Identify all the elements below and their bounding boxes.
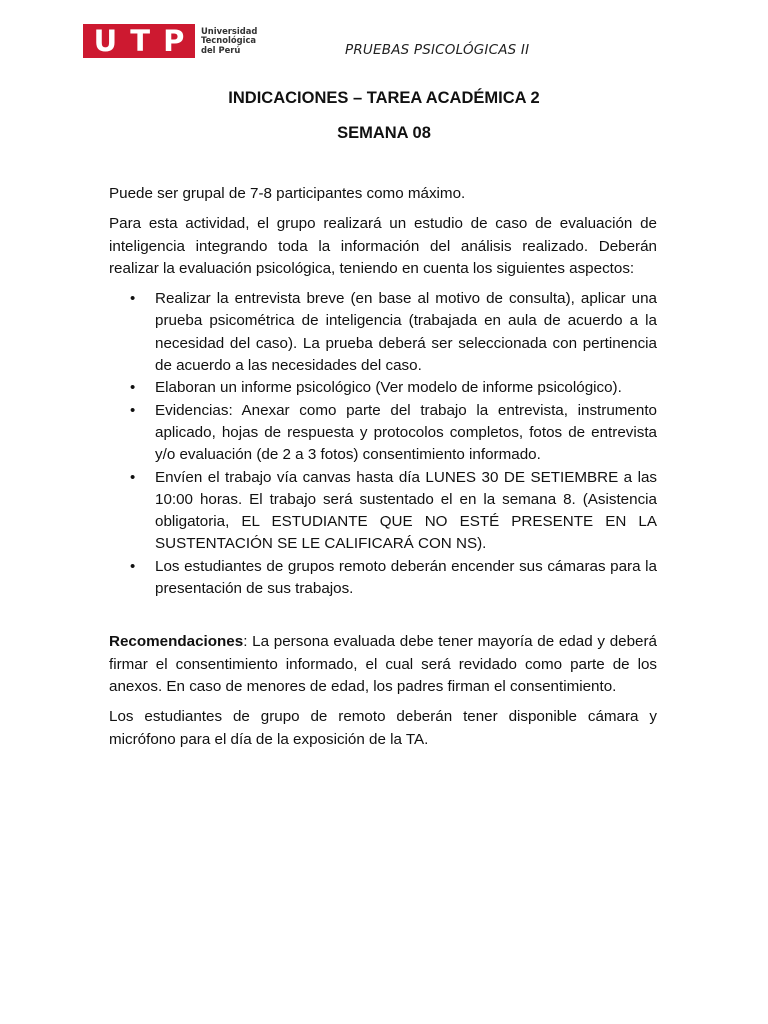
recommendations-paragraph <box>109 631 657 698</box>
list-item-text: Evidencias: Anexar como parte del trabajo la entrevista, instrumento aplicado, hojas de respuesta y protocolos completos, fotos de entrevista y/o evaluación (de 2 a 3 fotos) consentimiento informado. <box>155 401 657 464</box>
logo-line-3: del Perú <box>201 44 241 55</box>
recommendations-label: Recomendaciones <box>109 633 244 651</box>
bullet-icon: • <box>130 401 136 419</box>
closing-paragraph: Los estudiantes de grupo de remoto deberán tener disponible cámara y micrófono para el día de la exposición de la TA. <box>109 708 657 748</box>
course-title: PRUEBAS PSICOLÓGICAS II <box>345 42 530 58</box>
bullet-icon: • <box>130 557 136 575</box>
document-subtitle: SEMANA 08 <box>337 124 431 142</box>
list-item <box>109 556 657 601</box>
logo-letter-u: U <box>93 24 118 58</box>
section-spacer <box>109 600 657 631</box>
list-item-text: Los estudiantes de grupos remoto deberán encender sus cámaras para la presentación de sus trabajos. <box>155 557 657 598</box>
intro-paragraph: Puede ser grupal de 7-8 participantes como máximo. <box>109 185 466 202</box>
list-item-text: Elaboran un informe psicológico (Ver modelo de informe psicológico). <box>155 379 622 397</box>
utp-logo-mark <box>83 24 195 58</box>
list-item <box>109 400 657 467</box>
recommendations-text: : La persona evaluada debe tener mayoría de edad y deberá firmar el consentimiento informado, el cual será revidado como parte de los anexos. En caso de menores de edad, los padres firman el consentimiento. <box>109 633 657 695</box>
bullet-icon: • <box>130 468 136 486</box>
requirements-list <box>109 288 657 600</box>
logo-letter-p: P <box>163 24 185 58</box>
bullet-icon: • <box>130 379 136 397</box>
list-item <box>109 467 657 556</box>
utp-logo <box>83 24 257 58</box>
list-item <box>109 377 657 399</box>
logo-letter-t: T <box>130 24 151 58</box>
utp-logo-text <box>201 27 257 56</box>
activity-paragraph: Para esta actividad, el grupo realizará un estudio de caso de evaluación de inteligencia integrando toda la información del análisis realizado. Deberán realizar la evaluación psicológica, teniendo en cuenta los siguientes aspectos: <box>109 215 657 277</box>
bullet-icon: • <box>130 290 136 308</box>
logo-line-2: Tecnológica <box>201 35 257 46</box>
document-body <box>109 183 657 759</box>
document-title: INDICACIONES – TAREA ACADÉMICA 2 <box>228 89 540 107</box>
logo-line-1: Universidad <box>201 25 258 36</box>
list-item <box>109 288 657 377</box>
list-item-text: Envíen el trabajo vía canvas hasta día LUNES 30 DE SETIEMBRE a las 10:00 horas. El trabajo será sustentado el en la semana 8. (Asistencia obligatoria, EL ESTUDIANTE QUE NO ESTÉ PRESENTE EN LA SUSTENTACIÓN SE LE CALIFICARÁ CON NS). <box>155 468 657 553</box>
list-item-text: Realizar la entrevista breve (en base al motivo de consulta), aplicar una prueba psicométrica de inteligencia (trabajada en aula de acuerdo a la necesidad del caso). La prueba deberá ser seleccionada con pertinencia de acuerdo a las necesidades del caso. <box>155 290 657 375</box>
